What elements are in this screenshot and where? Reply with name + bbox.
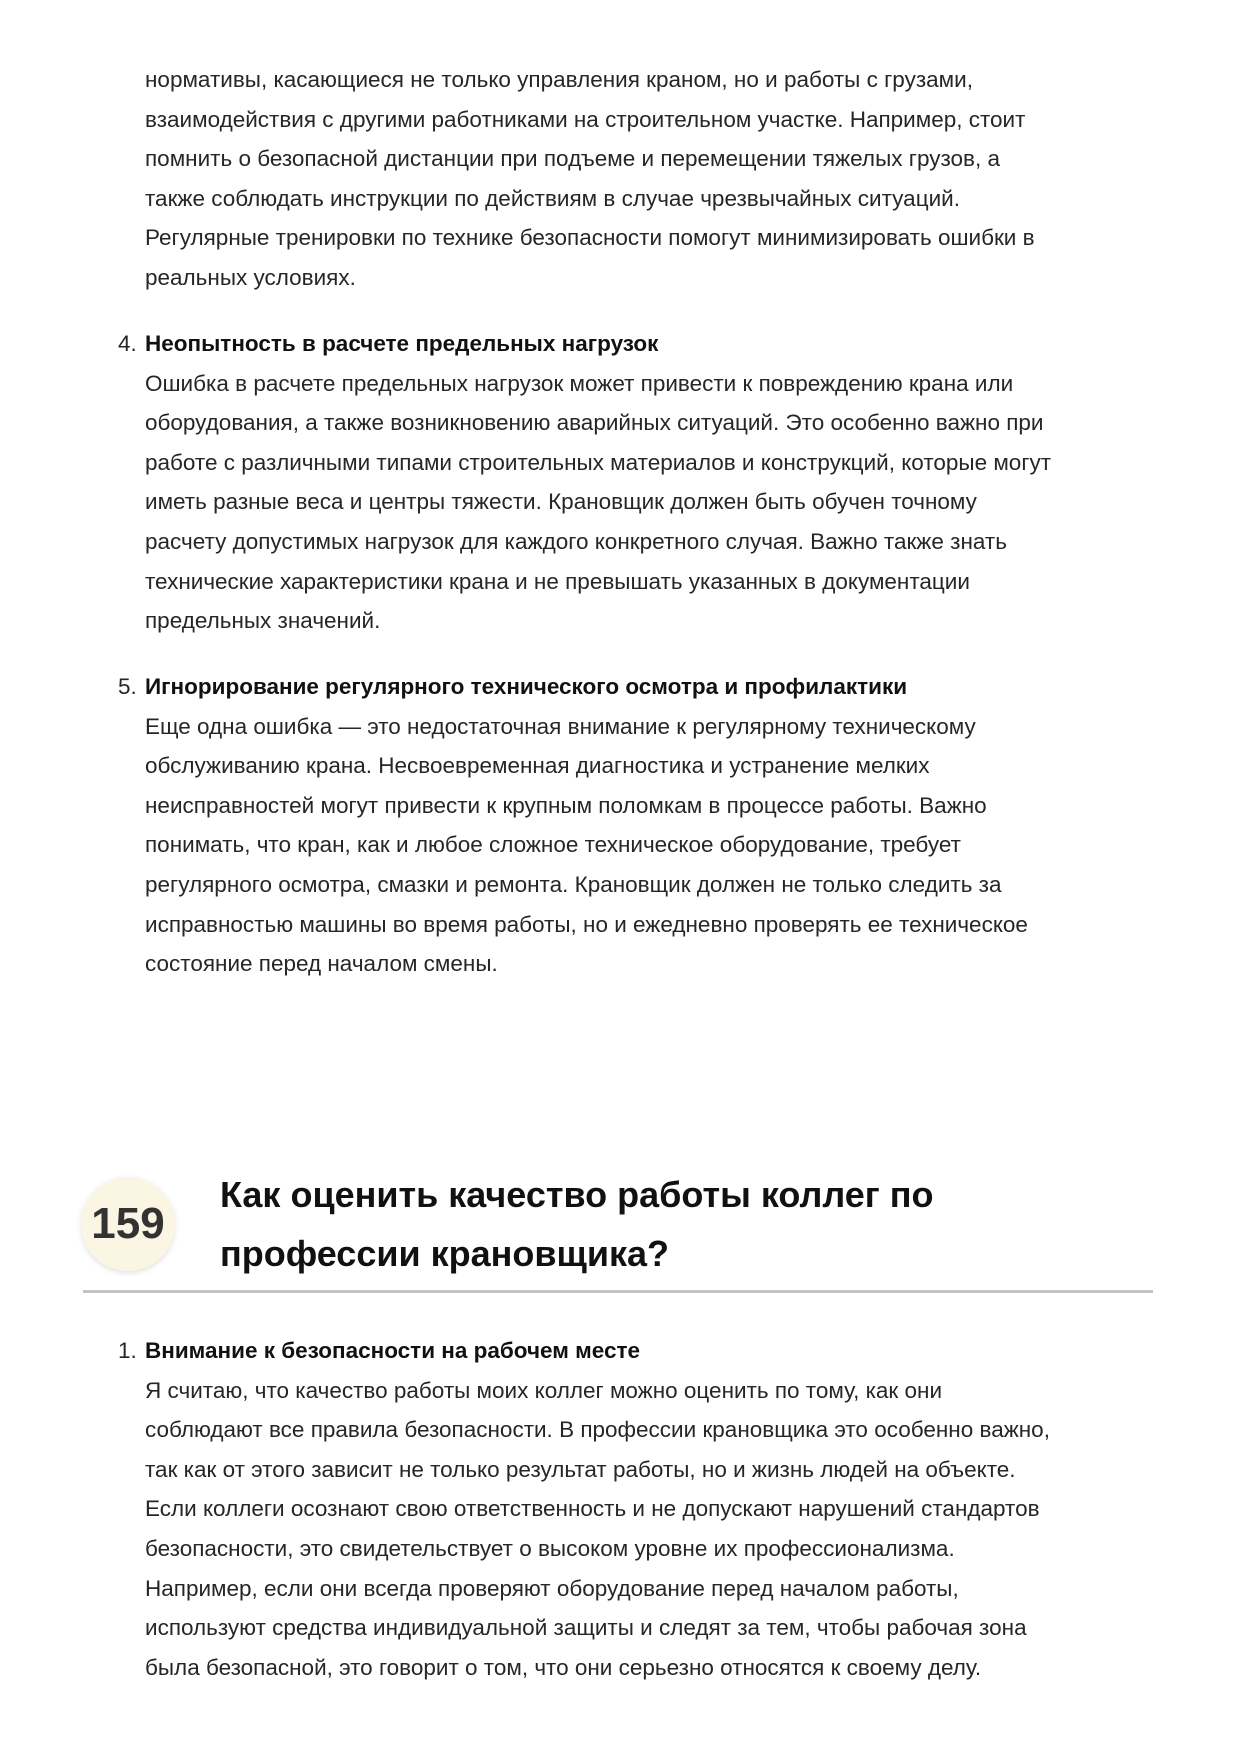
list-number: 1.	[118, 1338, 137, 1363]
paragraph-line: также соблюдать инструкции по действиям в случае чрезвычайных ситуаций.	[145, 185, 960, 211]
paragraph-line: помнить о безопасной дистанции при подъеме и перемещении тяжелых грузов, а	[145, 146, 1000, 172]
list-item-4	[118, 324, 1185, 641]
paragraph-line: состояние перед началом смены.	[145, 951, 498, 977]
paragraph-line: технические характеристики крана и не превышать указанных в документации	[145, 568, 970, 594]
list-number: 5.	[118, 674, 137, 699]
paragraph-line: понимать, что кран, как и любое сложное техническое оборудование, требует	[145, 832, 961, 858]
paragraph-line: оборудования, а также возникновению аварийных ситуаций. Это особенно важно при	[145, 410, 1044, 436]
paragraph-line: так как от этого зависит не только результат работы, но и жизнь людей на объекте.	[145, 1456, 1016, 1482]
list-item-1	[118, 1331, 1185, 1687]
paragraph-line: предельных значений.	[145, 608, 381, 634]
section-title-line: профессии крановщика?	[220, 1233, 670, 1274]
paragraph-line: работе с различными типами строительных материалов и конструкций, которые могут	[145, 449, 1052, 475]
paragraph-line: иметь разные веса и центры тяжести. Крановщик должен быть обучен точному	[145, 489, 977, 515]
paragraph-line: используют средства индивидуальной защиты и следят за тем, чтобы рабочая зона	[145, 1615, 1027, 1641]
paragraph-line: безопасности, это свидетельствует о высоком уровне их профессионализма.	[145, 1535, 955, 1561]
paragraph-line: была безопасной, это говорит о том, что они серьезно относятся к своему делу.	[145, 1654, 982, 1680]
list-item-title: Неопытность в расчете предельных нагрузок	[145, 331, 659, 356]
paragraph-line: Еще одна ошибка — это недостаточная внимание к регулярному техническому	[145, 713, 976, 739]
section-title-line: Как оценить качество работы коллег по	[220, 1174, 934, 1215]
paragraph-line: регулярного осмотра, смазки и ремонта. Крановщик должен не только следить за	[145, 871, 1002, 897]
paragraph-line: реальных условиях.	[145, 264, 356, 290]
paragraph-line: Я считаю, что качество работы моих коллег можно оценить по тому, как они	[145, 1377, 943, 1403]
paragraph-line: Регулярные тренировки по технике безопасности помогут минимизировать ошибки в	[145, 225, 1035, 251]
paragraph-line: Если коллеги осознают свою ответственность и не допускают нарушений стандартов	[145, 1496, 1040, 1522]
paragraph-line: нормативы, касающиеся не только управления краном, но и работы с грузами,	[145, 67, 973, 92]
list-number: 4.	[118, 331, 137, 356]
list-item-5	[118, 667, 1185, 984]
paragraph-line: расчету допустимых нагрузок для каждого конкретного случая. Важно также знать	[145, 528, 1007, 554]
paragraph-line: Например, если они всегда проверяют оборудование перед началом работы,	[145, 1575, 959, 1601]
section-divider	[83, 1290, 1153, 1293]
list-item-title: Внимание к безопасности на рабочем месте	[145, 1338, 641, 1363]
paragraph-line: взаимодействия с другими работниками на строительном участке. Например, стоит	[145, 106, 1026, 132]
list-item-title: Игнорирование регулярного технического осмотра и профилактики	[145, 674, 908, 699]
paragraph-line: Ошибка в расчете предельных нагрузок может привести к повреждению крана или	[145, 370, 1014, 396]
paragraph-line: неисправностей могут привести к крупным поломкам в процессе работы. Важно	[145, 792, 987, 818]
paragraph-line: соблюдают все правила безопасности. В профессии крановщика это особенно важно,	[145, 1417, 1050, 1443]
question-number-badge: 159	[81, 1177, 175, 1271]
intro-paragraph	[145, 60, 1185, 298]
section-title	[220, 1165, 1140, 1283]
paragraph-line: обслуживанию крана. Несвоевременная диагностика и устранение мелких	[145, 753, 930, 779]
paragraph-line: исправностью машины во время работы, но и ежедневно проверять ее техническое	[145, 911, 1028, 937]
